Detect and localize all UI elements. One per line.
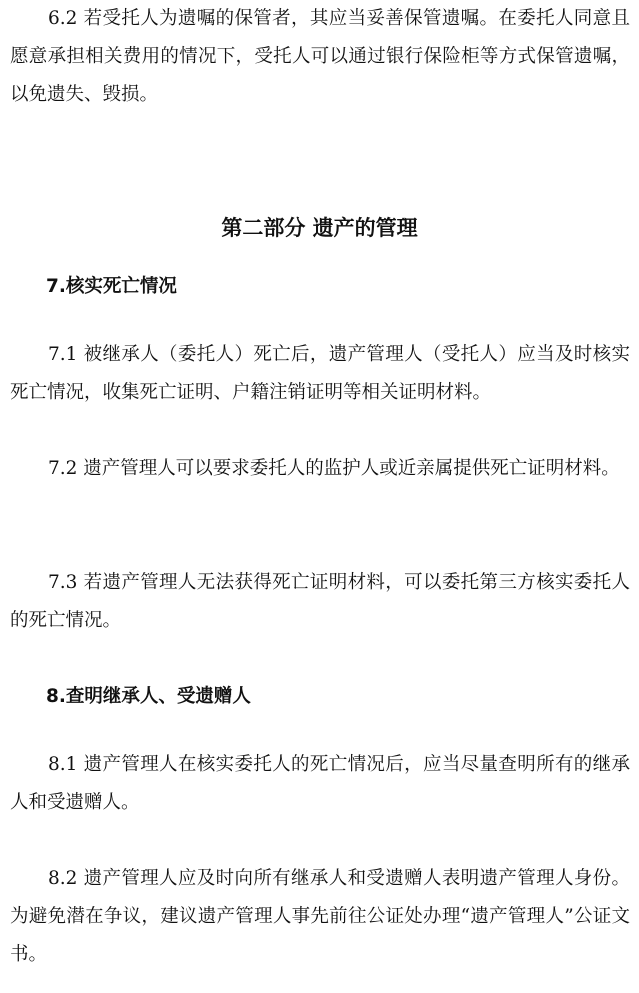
paragraph-7-3: 7.3 若遗产管理人无法获得死亡证明材料，可以委托第三方核实委托人的死亡情况。: [10, 572, 630, 631]
paragraph-6-2: 6.2 若受托人为遗嘱的保管者，其应当妥善保管遗嘱。在委托人同意且愿意承担相关费用的情况下，受托人可以通过银行保险柜等方式保管遗嘱，以免遗失、毁损。: [10, 8, 630, 105]
paragraph-7-1: 7.1 被继承人（委托人）死亡后，遗产管理人（受托人）应当及时核实死亡情况，收集死亡证明、户籍注销证明等相关证明材料。: [10, 344, 630, 403]
section-heading-8: 8.查明继承人、受遗赠人: [46, 686, 251, 707]
paragraph-8-1: 8.1 遗产管理人在核实委托人的死亡情况后，应当尽量查明所有的继承人和受遗赠人。: [10, 754, 630, 813]
paragraph-7-2: 7.2 遗产管理人可以要求委托人的监护人或近亲属提供死亡证明材料。: [48, 458, 620, 479]
section-heading-7: 7.核实死亡情况: [46, 276, 177, 297]
paragraph-8-2: 8.2 遗产管理人应及时向所有继承人和受遗赠人表明遗产管理人身份。为避免潜在争议，建议遗产管理人事先前往公证处办理“遗产管理人”公证文书。: [10, 868, 630, 965]
part-heading: 第二部分 遗产的管理: [221, 216, 418, 240]
